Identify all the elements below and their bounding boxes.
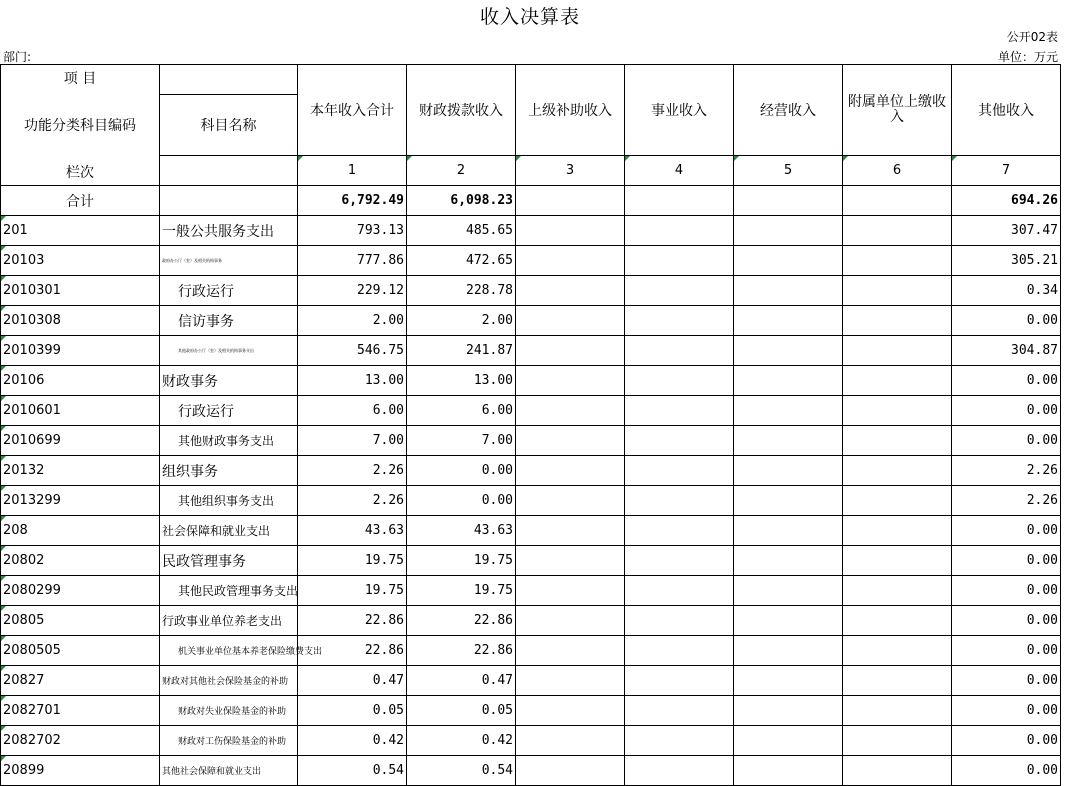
row-value: 43.63 bbox=[298, 516, 407, 546]
row-value bbox=[516, 456, 625, 486]
col-no-7: 7 bbox=[952, 155, 1061, 185]
row-name: 政府办公厅（室）及相关机构事务 bbox=[160, 246, 298, 276]
row-value bbox=[843, 636, 952, 666]
header-col-2: 财政拨款收入 bbox=[407, 65, 516, 156]
row-name: 机关事业单位基本养老保险缴费支出 bbox=[160, 636, 298, 666]
row-name: 行政事业单位养老支出 bbox=[160, 606, 298, 636]
row-value: 0.54 bbox=[298, 756, 407, 786]
row-code: 20827 bbox=[1, 666, 160, 696]
row-value bbox=[516, 636, 625, 666]
row-value bbox=[516, 246, 625, 276]
row-value: 2.26 bbox=[952, 486, 1061, 516]
header-col-7: 其他收入 bbox=[952, 65, 1061, 156]
row-value bbox=[516, 366, 625, 396]
table-row bbox=[1, 756, 1061, 786]
row-value bbox=[516, 726, 625, 756]
row-value bbox=[843, 486, 952, 516]
row-code: 20132 bbox=[1, 456, 160, 486]
row-name: 民政管理事务 bbox=[160, 546, 298, 576]
total-value bbox=[734, 186, 843, 216]
row-name: 行政运行 bbox=[160, 276, 298, 306]
row-name: 财政对失业保险基金的补助 bbox=[160, 696, 298, 726]
row-value bbox=[843, 336, 952, 366]
row-value bbox=[625, 366, 734, 396]
row-name: 财政事务 bbox=[160, 366, 298, 396]
header-item-label: 项 目 bbox=[63, 71, 97, 87]
row-value bbox=[625, 276, 734, 306]
row-value: 43.63 bbox=[407, 516, 516, 546]
row-value bbox=[516, 216, 625, 246]
row-value: 22.86 bbox=[298, 636, 407, 666]
row-value: 0.00 bbox=[952, 546, 1061, 576]
row-name: 财政对其他社会保险基金的补助 bbox=[160, 666, 298, 696]
row-value bbox=[734, 396, 843, 426]
row-value bbox=[516, 546, 625, 576]
total-value: 6,792.49 bbox=[298, 186, 407, 216]
row-value: 6.00 bbox=[298, 396, 407, 426]
row-value: 0.00 bbox=[952, 606, 1061, 636]
total-name-blank bbox=[160, 186, 298, 216]
total-value bbox=[843, 186, 952, 216]
row-value: 2.00 bbox=[298, 306, 407, 336]
col-no-4: 4 bbox=[625, 155, 734, 185]
row-name: 财政对工伤保险基金的补助 bbox=[160, 726, 298, 756]
row-value: 472.65 bbox=[407, 246, 516, 276]
header-name-blank bbox=[160, 155, 298, 185]
row-value bbox=[843, 456, 952, 486]
row-name: 其他政府办公厅（室）及相关机构事务支出 bbox=[160, 336, 298, 366]
header-col-6: 附属单位上缴收入 bbox=[843, 65, 952, 156]
row-value bbox=[516, 276, 625, 306]
row-value: 485.65 bbox=[407, 216, 516, 246]
row-value bbox=[625, 426, 734, 456]
row-code: 208 bbox=[1, 516, 160, 546]
row-value: 19.75 bbox=[298, 576, 407, 606]
table-row bbox=[1, 696, 1061, 726]
row-value bbox=[843, 726, 952, 756]
total-value: 694.26 bbox=[952, 186, 1061, 216]
row-value bbox=[734, 636, 843, 666]
row-code: 20899 bbox=[1, 756, 160, 786]
col-no-1: 1 bbox=[298, 155, 407, 185]
row-name: 信访事务 bbox=[160, 306, 298, 336]
row-value bbox=[625, 516, 734, 546]
row-value bbox=[843, 696, 952, 726]
row-value bbox=[625, 486, 734, 516]
row-value: 22.86 bbox=[298, 606, 407, 636]
row-value bbox=[516, 306, 625, 336]
row-value bbox=[734, 606, 843, 636]
row-value bbox=[734, 546, 843, 576]
row-value bbox=[734, 426, 843, 456]
total-value bbox=[625, 186, 734, 216]
row-value: 229.12 bbox=[298, 276, 407, 306]
row-value: 0.00 bbox=[952, 366, 1061, 396]
row-name: 其他社会保障和就业支出 bbox=[160, 756, 298, 786]
row-value: 0.00 bbox=[952, 696, 1061, 726]
row-value: 0.42 bbox=[298, 726, 407, 756]
row-code: 2013299 bbox=[1, 486, 160, 516]
row-value bbox=[843, 666, 952, 696]
row-value: 7.00 bbox=[298, 426, 407, 456]
row-value bbox=[625, 636, 734, 666]
row-value: 0.00 bbox=[952, 516, 1061, 546]
row-name: 组织事务 bbox=[160, 456, 298, 486]
header-col-5: 经营收入 bbox=[734, 65, 843, 156]
row-name: 其他财政事务支出 bbox=[160, 426, 298, 456]
row-value bbox=[734, 516, 843, 546]
row-value: 0.00 bbox=[952, 636, 1061, 666]
row-value bbox=[843, 606, 952, 636]
form-number: 公开02表 bbox=[1006, 30, 1058, 44]
row-value: 305.21 bbox=[952, 246, 1061, 276]
row-code: 2082701 bbox=[1, 696, 160, 726]
table-row bbox=[1, 546, 1061, 576]
row-code: 20802 bbox=[1, 546, 160, 576]
row-value bbox=[843, 366, 952, 396]
col-no-3: 3 bbox=[516, 155, 625, 185]
col-no-6: 6 bbox=[843, 155, 952, 185]
row-value: 7.00 bbox=[407, 426, 516, 456]
header-code-label: 功能分类科目编码 bbox=[24, 118, 136, 134]
row-value: 0.05 bbox=[407, 696, 516, 726]
row-value bbox=[625, 456, 734, 486]
row-code: 20805 bbox=[1, 606, 160, 636]
row-value bbox=[734, 696, 843, 726]
row-value bbox=[516, 396, 625, 426]
row-value: 304.87 bbox=[952, 336, 1061, 366]
row-code: 2080505 bbox=[1, 636, 160, 666]
row-value bbox=[843, 216, 952, 246]
row-value bbox=[516, 576, 625, 606]
row-value bbox=[516, 486, 625, 516]
row-value: 22.86 bbox=[407, 636, 516, 666]
row-value bbox=[843, 546, 952, 576]
row-value bbox=[625, 696, 734, 726]
row-value bbox=[734, 216, 843, 246]
table-row bbox=[1, 516, 1061, 546]
row-value bbox=[734, 366, 843, 396]
row-name: 社会保障和就业支出 bbox=[160, 516, 298, 546]
row-value bbox=[843, 276, 952, 306]
row-code: 2080299 bbox=[1, 576, 160, 606]
header-item-cell bbox=[1, 65, 160, 186]
row-code: 201 bbox=[1, 216, 160, 246]
row-value bbox=[625, 576, 734, 606]
report-title: 收入决算表 bbox=[479, 6, 580, 28]
row-value: 0.00 bbox=[952, 666, 1061, 696]
row-value: 228.78 bbox=[407, 276, 516, 306]
table-row bbox=[1, 666, 1061, 696]
row-value bbox=[843, 306, 952, 336]
row-value bbox=[625, 216, 734, 246]
row-name: 其他民政管理事务支出 bbox=[160, 576, 298, 606]
row-name: 其他组织事务支出 bbox=[160, 486, 298, 516]
table-row bbox=[1, 276, 1061, 306]
table-row bbox=[1, 306, 1061, 336]
unit-label: 单位：万元 bbox=[997, 50, 1058, 64]
income-table bbox=[0, 64, 1061, 786]
row-value bbox=[734, 486, 843, 516]
row-value bbox=[734, 666, 843, 696]
table-row bbox=[1, 336, 1061, 366]
row-value bbox=[625, 756, 734, 786]
table-row bbox=[1, 396, 1061, 426]
row-value: 0.00 bbox=[952, 396, 1061, 426]
row-value bbox=[734, 306, 843, 336]
row-value bbox=[516, 756, 625, 786]
row-value: 0.00 bbox=[952, 426, 1061, 456]
row-value: 2.26 bbox=[298, 486, 407, 516]
row-value bbox=[516, 696, 625, 726]
table-row bbox=[1, 606, 1061, 636]
header-name-cell: 科目名称 bbox=[160, 95, 298, 156]
table-row bbox=[1, 366, 1061, 396]
col-no-2: 2 bbox=[407, 155, 516, 185]
table-row bbox=[1, 216, 1061, 246]
row-value: 0.47 bbox=[407, 666, 516, 696]
row-value bbox=[516, 666, 625, 696]
row-value: 0.00 bbox=[407, 456, 516, 486]
header-row-no-label: 栏次 bbox=[66, 165, 94, 181]
table-row bbox=[1, 486, 1061, 516]
row-value: 0.34 bbox=[952, 276, 1061, 306]
row-value bbox=[625, 606, 734, 636]
header-blank-cell bbox=[160, 65, 298, 95]
row-value bbox=[625, 666, 734, 696]
table-body bbox=[1, 216, 1061, 786]
row-value bbox=[734, 756, 843, 786]
row-value bbox=[625, 246, 734, 276]
department-label: 部门: bbox=[3, 50, 32, 64]
total-value bbox=[516, 186, 625, 216]
row-name: 行政运行 bbox=[160, 396, 298, 426]
row-value bbox=[843, 246, 952, 276]
row-code: 20103 bbox=[1, 246, 160, 276]
row-value: 19.75 bbox=[407, 576, 516, 606]
header-col-3: 上级补助收入 bbox=[516, 65, 625, 156]
table-row bbox=[1, 726, 1061, 756]
row-value: 19.75 bbox=[298, 546, 407, 576]
row-value bbox=[516, 516, 625, 546]
row-value: 0.00 bbox=[952, 726, 1061, 756]
row-value: 0.05 bbox=[298, 696, 407, 726]
table-row bbox=[1, 456, 1061, 486]
table-row bbox=[1, 636, 1061, 666]
row-value bbox=[734, 336, 843, 366]
row-value: 2.00 bbox=[407, 306, 516, 336]
table-row bbox=[1, 246, 1061, 276]
total-row bbox=[1, 186, 1061, 216]
row-value bbox=[516, 336, 625, 366]
row-name: 一般公共服务支出 bbox=[160, 216, 298, 246]
row-value bbox=[734, 726, 843, 756]
row-value bbox=[734, 276, 843, 306]
row-value: 0.00 bbox=[952, 756, 1061, 786]
row-code: 2082702 bbox=[1, 726, 160, 756]
row-value: 0.47 bbox=[298, 666, 407, 696]
row-value bbox=[843, 396, 952, 426]
row-value: 6.00 bbox=[407, 396, 516, 426]
row-code: 20106 bbox=[1, 366, 160, 396]
row-value: 2.26 bbox=[952, 456, 1061, 486]
row-value: 546.75 bbox=[298, 336, 407, 366]
row-value: 793.13 bbox=[298, 216, 407, 246]
row-value bbox=[843, 516, 952, 546]
header-col-4: 事业收入 bbox=[625, 65, 734, 156]
table-row bbox=[1, 576, 1061, 606]
row-code: 2010699 bbox=[1, 426, 160, 456]
row-value bbox=[625, 726, 734, 756]
row-value: 13.00 bbox=[407, 366, 516, 396]
row-value bbox=[625, 546, 734, 576]
row-value: 777.86 bbox=[298, 246, 407, 276]
row-value: 22.86 bbox=[407, 606, 516, 636]
row-value bbox=[625, 306, 734, 336]
row-code: 2010601 bbox=[1, 396, 160, 426]
row-value: 0.00 bbox=[407, 486, 516, 516]
row-value: 307.47 bbox=[952, 216, 1061, 246]
row-value bbox=[516, 426, 625, 456]
row-value bbox=[843, 576, 952, 606]
row-value: 0.42 bbox=[407, 726, 516, 756]
row-code: 2010308 bbox=[1, 306, 160, 336]
row-value bbox=[734, 246, 843, 276]
row-value: 241.87 bbox=[407, 336, 516, 366]
table-row bbox=[1, 426, 1061, 456]
row-value bbox=[625, 336, 734, 366]
row-value: 0.54 bbox=[407, 756, 516, 786]
row-code: 2010301 bbox=[1, 276, 160, 306]
total-value: 6,098.23 bbox=[407, 186, 516, 216]
row-code: 2010399 bbox=[1, 336, 160, 366]
row-value bbox=[843, 756, 952, 786]
row-value bbox=[516, 606, 625, 636]
row-value bbox=[734, 456, 843, 486]
row-value: 2.26 bbox=[298, 456, 407, 486]
row-value bbox=[625, 396, 734, 426]
row-value: 0.00 bbox=[952, 306, 1061, 336]
row-value bbox=[734, 576, 843, 606]
row-value: 0.00 bbox=[952, 576, 1061, 606]
row-value bbox=[843, 426, 952, 456]
header-col-1: 本年收入合计 bbox=[298, 65, 407, 156]
row-value: 19.75 bbox=[407, 546, 516, 576]
total-label: 合计 bbox=[1, 186, 160, 216]
row-value: 13.00 bbox=[298, 366, 407, 396]
col-no-5: 5 bbox=[734, 155, 843, 185]
